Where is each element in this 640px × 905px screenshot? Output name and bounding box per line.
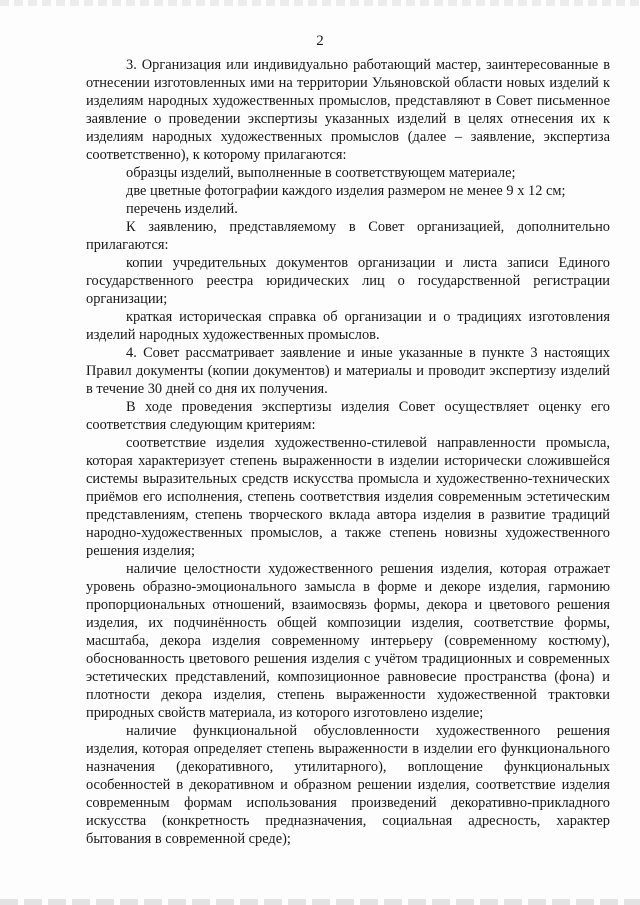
paragraph-item-4: 4. Совет рассматривает заявление и иные указанные в пункте 3 настоящих Правил документы (копии документов) и материалы и проводит экспертизу изделий в течение 30 дней со дня их получения. [86,345,610,397]
paragraph-criteria-intro: В ходе проведения экспертизы изделия Совет осуществляет оценку его соответствия следующим критериям: [86,399,610,433]
page-number: 2 [316,33,324,49]
list-item-historical-note: краткая историческая справка об организации и о традициях изготовления изделий народных художественных промыслов. [86,309,610,343]
criterion-integrity: наличие целостности художественного решения изделия, которая отражает уровень образно-эмоционального замысла в форме и декоре изделия, гармонию пропорциональных отношений, взаимосвязь формы, декора и цветового решения изделия, их подчинённость общей композиции изделия, соответствие формы, масштаба, декора изделия современному интерьеру (современному костюму), обоснованность цветового решения изделия с учётом традиционных и современных эстетических представлений, композиционное равновесие пространства (фона) и плотности декора изделия, степень выраженности художественной трактовки природных свойств материала, из которого изготовлено изделие; [86,561,610,721]
scan-edge-bottom [0,899,640,905]
paragraph-organization-attachments: К заявлению, представляемому в Совет организацией, дополнительно прилагаются: [86,219,610,253]
list-item-photos: две цветные фотографии каждого изделия размером не менее 9 х 12 см; [126,183,566,199]
list-item-samples: образцы изделий, выполненные в соответствующем материале; [126,165,516,181]
criterion-style: соответствие изделия художественно-стилевой направленности промысла, которая характеризует степень выраженности в изделии исторически сложившейся системы выразительных средств искусства промысла и художественно-технических приёмов его исполнения, степень соответствия изделия современным эстетическим представлениям, степень творческого вклада автора изделия в развитие традиций народно-художественных промыслов, а также степень новизны художественного решения изделия; [86,435,610,559]
list-item-founding-documents: копии учредительных документов организации и листа записи Единого государственного реестра юридических лиц о государственной регистрации организации; [86,255,610,307]
scan-edge-top [0,0,640,6]
criterion-functionality: наличие функциональной обусловленности художественного решения изделия, которая определяет степень выраженности в изделии его функционального назначения (декоративного, утилитарного), воплощение функциональных особенностей в декоративном и образном решении изделия, соответствие изделия современным формам использования произведений декоративно-прикладного искусства (конкретность предназначения, социальная адресность, характер бытования в современной среде); [86,723,610,847]
paragraph-item-3: 3. Организация или индивидуально работающий мастер, заинтересованные в отнесении изготовленных ими на территории Ульяновской области новых изделий к изделиям народных художественных промыслов, представляют в Совет письменное заявление о проведении экспертизы указанных изделий в целях отнесения их к изделиям народных художественных промыслов (далее – заявление, экспертиза соответственно), к которому прилагаются: [86,57,610,163]
document-body [86,56,610,848]
list-item-products: перечень изделий. [126,201,238,217]
